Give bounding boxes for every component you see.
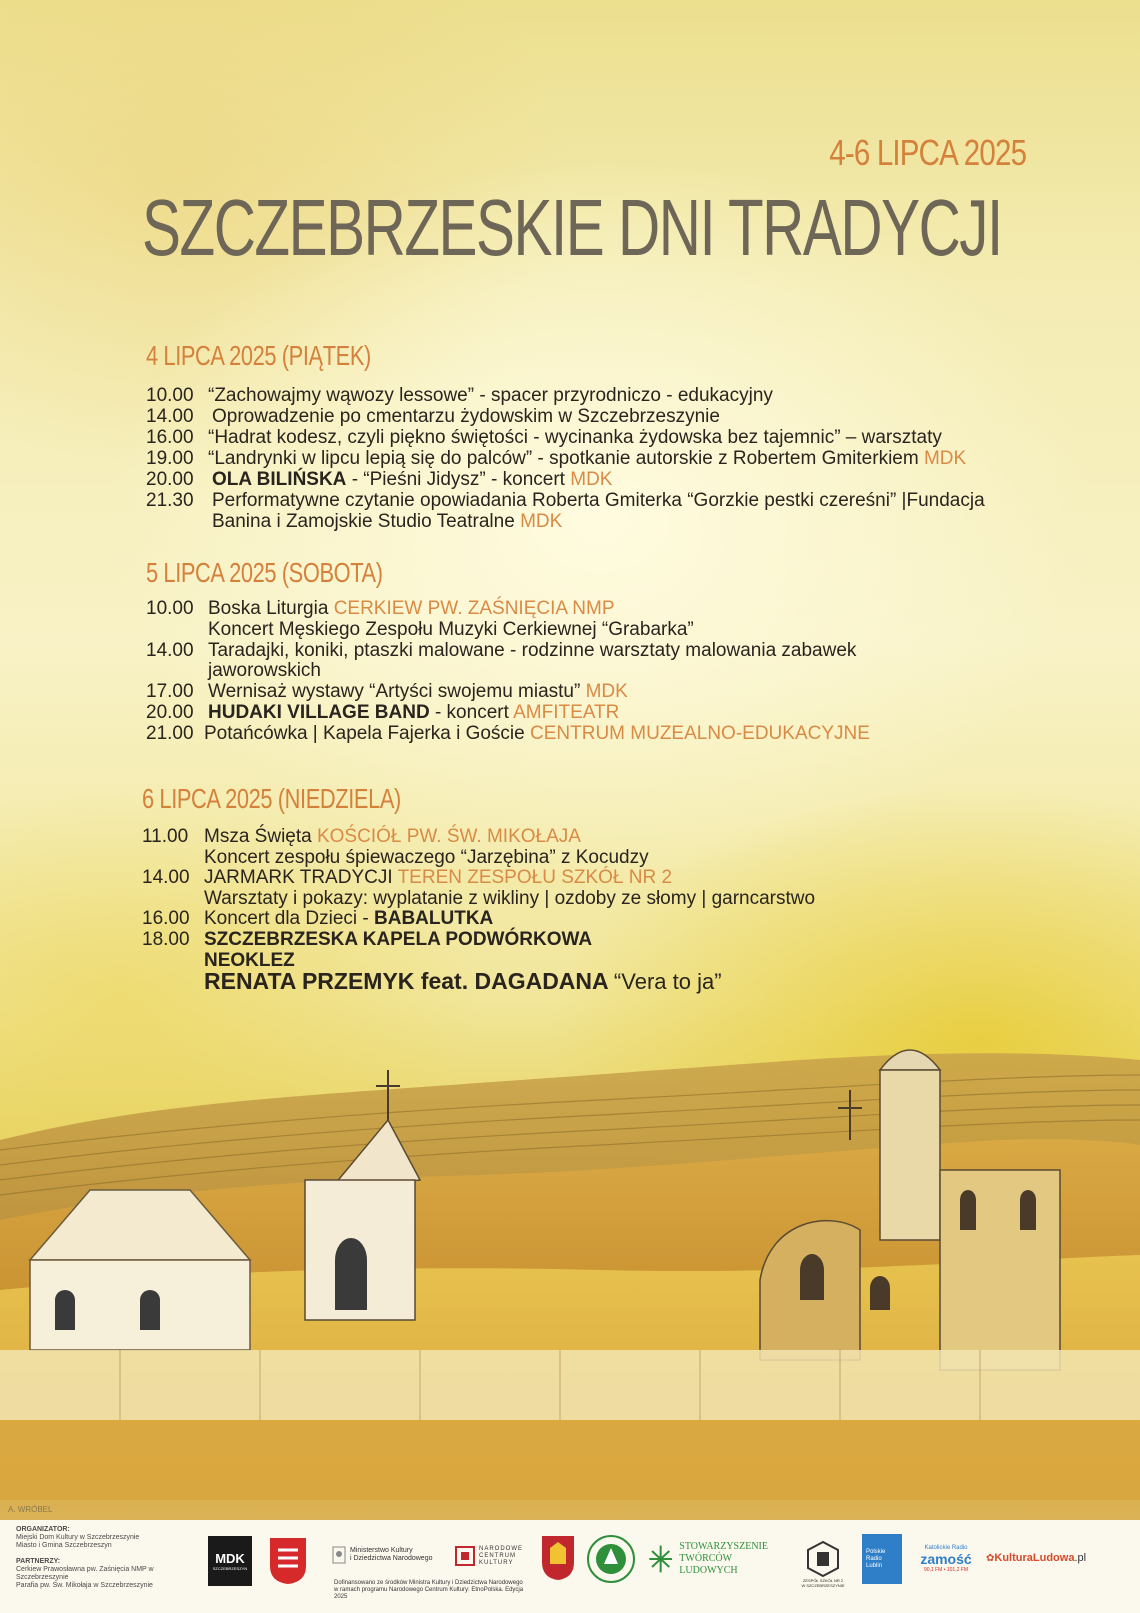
footer: [0, 1520, 1140, 1613]
polskie-radio-lublin-logo: [862, 1534, 902, 1584]
event-time: 16.00: [146, 427, 194, 448]
event-row-continued: [212, 511, 562, 532]
date-range: 4-6 LIPCA 2025: [829, 132, 1026, 173]
event-time: 21.00: [146, 723, 194, 744]
stl-line: STOWARZYSZENIE: [679, 1541, 768, 1552]
event-row: [146, 490, 985, 511]
event-venue: MDK: [923, 448, 967, 469]
day-heading-saturday: 5 LIPCA 2025 (SOBOTA): [146, 557, 383, 588]
event-desc: jaworowskich: [208, 660, 321, 681]
stl-line: TWÓRCÓW: [679, 1553, 733, 1564]
kultura-ludowa-name: KulturaLudowa: [994, 1552, 1075, 1564]
event-row-continued: [208, 619, 694, 640]
event-row: [142, 826, 581, 847]
kultura-ludowa-suffix: .pl: [1074, 1552, 1087, 1564]
nck-line: KULTURY: [479, 1559, 514, 1566]
radio-zamosc-logo: [916, 1534, 976, 1584]
event-venue: MDK: [585, 681, 628, 702]
event-venue: CENTRUM MUZEALNO-EDUKACYJNE: [530, 723, 870, 744]
nck-logo: [455, 1536, 525, 1576]
organizer-line: Miejski Dom Kultury w Szczebrzeszynie: [16, 1534, 140, 1541]
event-venue: CERKIEW PW. ZAŚNIĘCIA NMP: [333, 598, 615, 619]
funding-note: [334, 1580, 530, 1601]
town-illustration: [0, 1030, 1140, 1500]
eagle-icon: [332, 1546, 346, 1564]
event-desc: JARMARK TRADYCJI: [204, 867, 393, 888]
event-time: 18.00: [142, 929, 190, 950]
event-row: [146, 385, 773, 406]
event-venue: AMFITEATR: [513, 702, 620, 723]
event-desc: “Hadrat kodesz, czyli piękno świętości - wycinanka żydowska bez tajemnic” – warsztaty: [208, 427, 942, 448]
page-title: SZCZEBRZESKIE DNI TRADYCJI: [142, 183, 1002, 272]
ministry-line: Ministerstwo Kultury: [350, 1547, 413, 1554]
event-row: [146, 406, 720, 427]
radio-line: Lublin: [866, 1562, 883, 1569]
event-time: 10.00: [146, 385, 194, 406]
event-desc: Koncert zespołu śpiewaczego “Jarzębina” z Kocudzy: [204, 847, 649, 868]
flower-icon: ✿: [986, 1552, 995, 1564]
event-desc: Koncert Męskiego Zespołu Muzyki Cerkiewnej “Grabarka”: [208, 619, 694, 640]
event-row: [146, 427, 942, 448]
organizers: [16, 1526, 206, 1590]
event-desc: Performatywne czytanie opowiadania Roberta Gmiterka “Gorzkie pestki czereśni” |Fundacja: [212, 490, 985, 511]
school-emblem-icon: [806, 1540, 840, 1578]
event-performer: NEOKLEZ: [204, 950, 295, 971]
event-time: 14.00: [146, 640, 194, 661]
event-row: [142, 929, 592, 950]
event-row: [142, 908, 493, 929]
event-row: [146, 448, 966, 469]
event-time: 14.00: [142, 867, 190, 888]
nck-line: NARODOWE: [479, 1545, 523, 1552]
partner-line: Parafia pw. Św. Mikołaja w Szczebrzeszynie: [16, 1582, 153, 1589]
event-time: 20.00: [146, 702, 194, 723]
event-row-continued: [204, 847, 649, 868]
event-performer: RENATA PRZEMYK feat. DAGADANA: [204, 968, 609, 994]
event-row: [142, 867, 672, 888]
event-row-continued: [204, 888, 815, 909]
event-headliner: [204, 968, 722, 994]
event-desc: Boska Liturgia: [208, 598, 329, 619]
ministry-line: i Dziedzictwa Narodowego: [350, 1555, 433, 1562]
event-venue: MDK: [570, 469, 613, 490]
event-venue: MDK: [520, 511, 563, 532]
event-desc: Banina i Zamojskie Studio Teatralne: [212, 511, 515, 532]
event-desc: Wernisaż wystawy “Artyści swojemu miastu”: [208, 681, 581, 702]
event-desc: “Vera to ja”: [613, 969, 722, 994]
day-heading-sunday: 6 LIPCA 2025 (NIEDZIELA): [142, 783, 401, 814]
event-time: 10.00: [146, 598, 194, 619]
mdk-logo-text: MDK: [215, 1551, 245, 1566]
school-line: ZESPÓŁ SZKÓŁ NR 2: [802, 1578, 844, 1583]
event-time: 11.00: [142, 826, 189, 847]
event-row: [146, 702, 619, 723]
organizer-line: Miasto i Gmina Szczebrzeszyn: [16, 1542, 112, 1549]
funding-line: Dofinansowano ze środków Ministra Kultury i Dziedzictwa Narodowego: [334, 1580, 523, 1586]
partners-label: PARTNERZY:: [16, 1558, 61, 1565]
foreground: [0, 1420, 1140, 1500]
event-desc: “Landrynki w lipcu lepią się do palców” - spotkanie autorskie z Robertem Gmiterkiem: [208, 448, 919, 469]
lubelskie-coat-of-arms-icon: [540, 1534, 576, 1582]
event-desc: Taradajki, koniki, ptaszki malowane - rodzinne warsztaty malowania zabawek: [208, 640, 857, 661]
school-line: W SZCZEBRZESZYNIE: [801, 1583, 845, 1588]
stl-line: LUDOWYCH: [679, 1565, 738, 1576]
nck-emblem-icon: [455, 1546, 475, 1566]
szczebrzeszyn-coat-of-arms-icon: [268, 1536, 308, 1586]
event-performer: BABALUTKA: [374, 908, 494, 929]
kultura-ludowa-logo: [986, 1548, 1106, 1568]
event-time: 19.00: [146, 448, 194, 469]
radio-line: Radio: [866, 1555, 882, 1562]
nck-line: CENTRUM: [479, 1552, 516, 1559]
day-heading-friday: 4 LIPCA 2025 (PIĄTEK): [146, 340, 371, 371]
event-venue: TEREN ZESPOŁU SZKÓŁ NR 2: [397, 867, 673, 888]
event-performer: HUDAKI VILLAGE BAND: [208, 702, 430, 723]
event-desc: - “Pieśni Jidysz” - koncert: [351, 469, 565, 490]
landscape-park-logo-icon: [586, 1534, 636, 1584]
artist-credit: A. WRÓBEL: [8, 1505, 53, 1514]
radio-zamosc-freq: 90,1 FM • 101,2 FM: [924, 1567, 968, 1573]
event-time: 20.00: [146, 469, 194, 490]
event-row: [146, 723, 870, 744]
event-time: 14.00: [146, 406, 194, 427]
radio-zamosc-name: zamość: [920, 1551, 972, 1567]
radio-line: Polskie: [866, 1548, 886, 1555]
stl-logo: [648, 1534, 768, 1584]
event-row: [146, 469, 612, 490]
event-desc: Oprowadzenie po cmentarzu żydowskim w Szczebrzeszynie: [212, 406, 720, 427]
funding-line: w ramach programu Narodowego Centrum Kultury: EtnoPolska. Edycja 2025: [334, 1587, 524, 1600]
event-desc: “Zachowajmy wąwozy lessowe” - spacer przyrodniczo - edukacyjny: [208, 385, 773, 406]
partner-line: Cerkiew Prawosławna pw. Zaśnięcia NMP w Szczebrzeszynie: [16, 1566, 154, 1581]
event-desc: Potańcówka | Kapela Fajerka i Goście: [204, 723, 525, 744]
event-desc: - koncert: [434, 702, 509, 723]
event-time: 17.00: [146, 681, 194, 702]
event-performer: OLA BILIŃSKA: [212, 469, 347, 490]
event-performer: SZCZEBRZESKA KAPELA PODWÓRKOWA: [204, 929, 593, 950]
organizer-label: ORGANIZATOR:: [16, 1526, 70, 1533]
mdk-logo-subtext: SZCZEBRZESZYN: [212, 1566, 248, 1571]
event-time: 16.00: [142, 908, 190, 929]
radio-zamosc-top: Katolickie Radio: [924, 1545, 968, 1551]
event-desc: Msza Święta: [204, 826, 312, 847]
event-row-continued: [208, 660, 321, 681]
ministry-logo: [332, 1540, 452, 1570]
event-time: 21.30: [146, 490, 194, 511]
town-wall: [0, 1350, 1140, 1420]
folk-ornament-icon: [648, 1537, 673, 1581]
event-desc: Warsztaty i pokazy: wyplatanie z wikliny | ozdoby ze słomy | garncarstwo: [204, 888, 816, 909]
event-row: [146, 640, 856, 661]
school-logo: [800, 1534, 846, 1594]
event-row: [146, 598, 615, 619]
event-venue: KOŚCIÓŁ PW. ŚW. MIKOŁAJA: [316, 826, 581, 847]
event-row: [146, 681, 628, 702]
mdk-logo: [208, 1536, 252, 1586]
event-desc: Koncert dla Dzieci -: [204, 908, 369, 929]
